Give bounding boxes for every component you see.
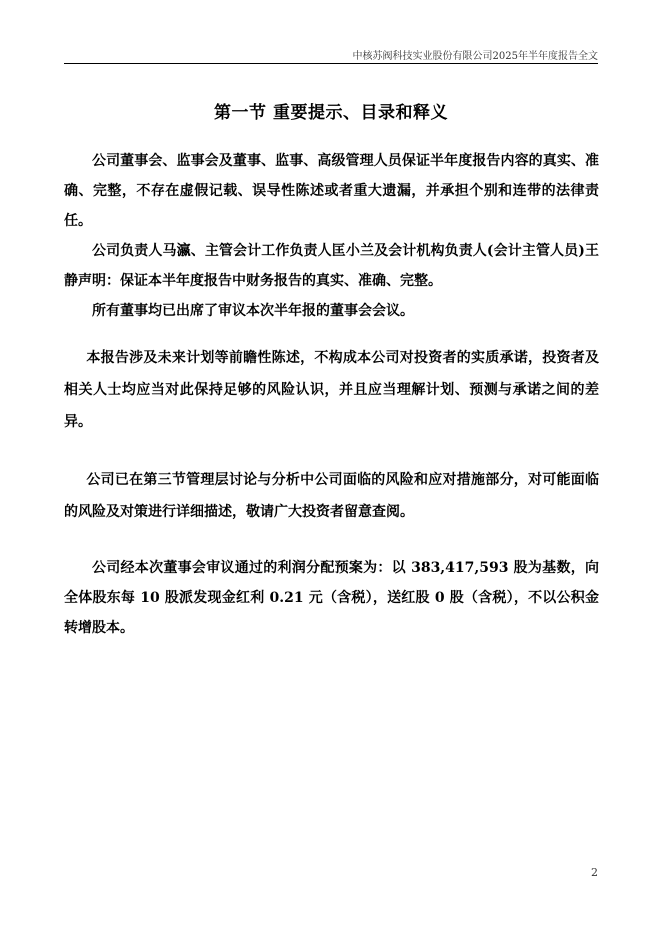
paragraph-risk-reference: 公司已在第三节管理层讨论与分析中公司面临的风险和应对措施部分，对可能面临的风险及对策进行详细描述，敬请广大投资者留意查阅。 [64, 472, 599, 520]
paragraph-profit-distribution: 公司经本次董事会审议通过的利润分配预案为：以 383,417,593 股为基数，向全体股东每 10 股派发现金红利 0.21 元（含税），送红股 0 股（含税），不以公积金转增股本。 [64, 560, 599, 636]
notice-block-declarations [64, 146, 599, 326]
running-header: 中核苏阀科技实业股份有限公司2025年半年度报告全文 [352, 51, 598, 62]
header-divider [64, 63, 598, 64]
paragraph-responsible-persons: 公司负责人马瀛、主管会计工作负责人匡小兰及会计机构负责人(会计主管人员)王静声明：保证本半年度报告中财务报告的真实、准确、完整。 [64, 243, 599, 289]
notice-block-forward-looking [64, 342, 599, 438]
notice-block-risks [64, 464, 599, 528]
paragraph-board-attendance: 所有董事均已出席了审议本次半年报的董事会会议。 [92, 303, 414, 319]
paragraph-board-guarantee: 公司董事会、监事会及董事、监事、高级管理人员保证半年度报告内容的真实、准确、完整，不存在虚假记载、误导性陈述或者重大遗漏，并承担个别和连带的法律责任。 [64, 153, 599, 229]
notice-block-profit-distribution [64, 553, 599, 643]
page-number: 2 [591, 866, 598, 879]
section-title: 第一节 重要提示、目录和释义 [214, 103, 448, 123]
paragraph-forward-looking: 本报告涉及未来计划等前瞻性陈述，不构成本公司对投资者的实质承诺，投资者及相关人士均应当对此保持足够的风险认识，并且应当理解计划、预测与承诺之间的差异。 [64, 350, 599, 430]
